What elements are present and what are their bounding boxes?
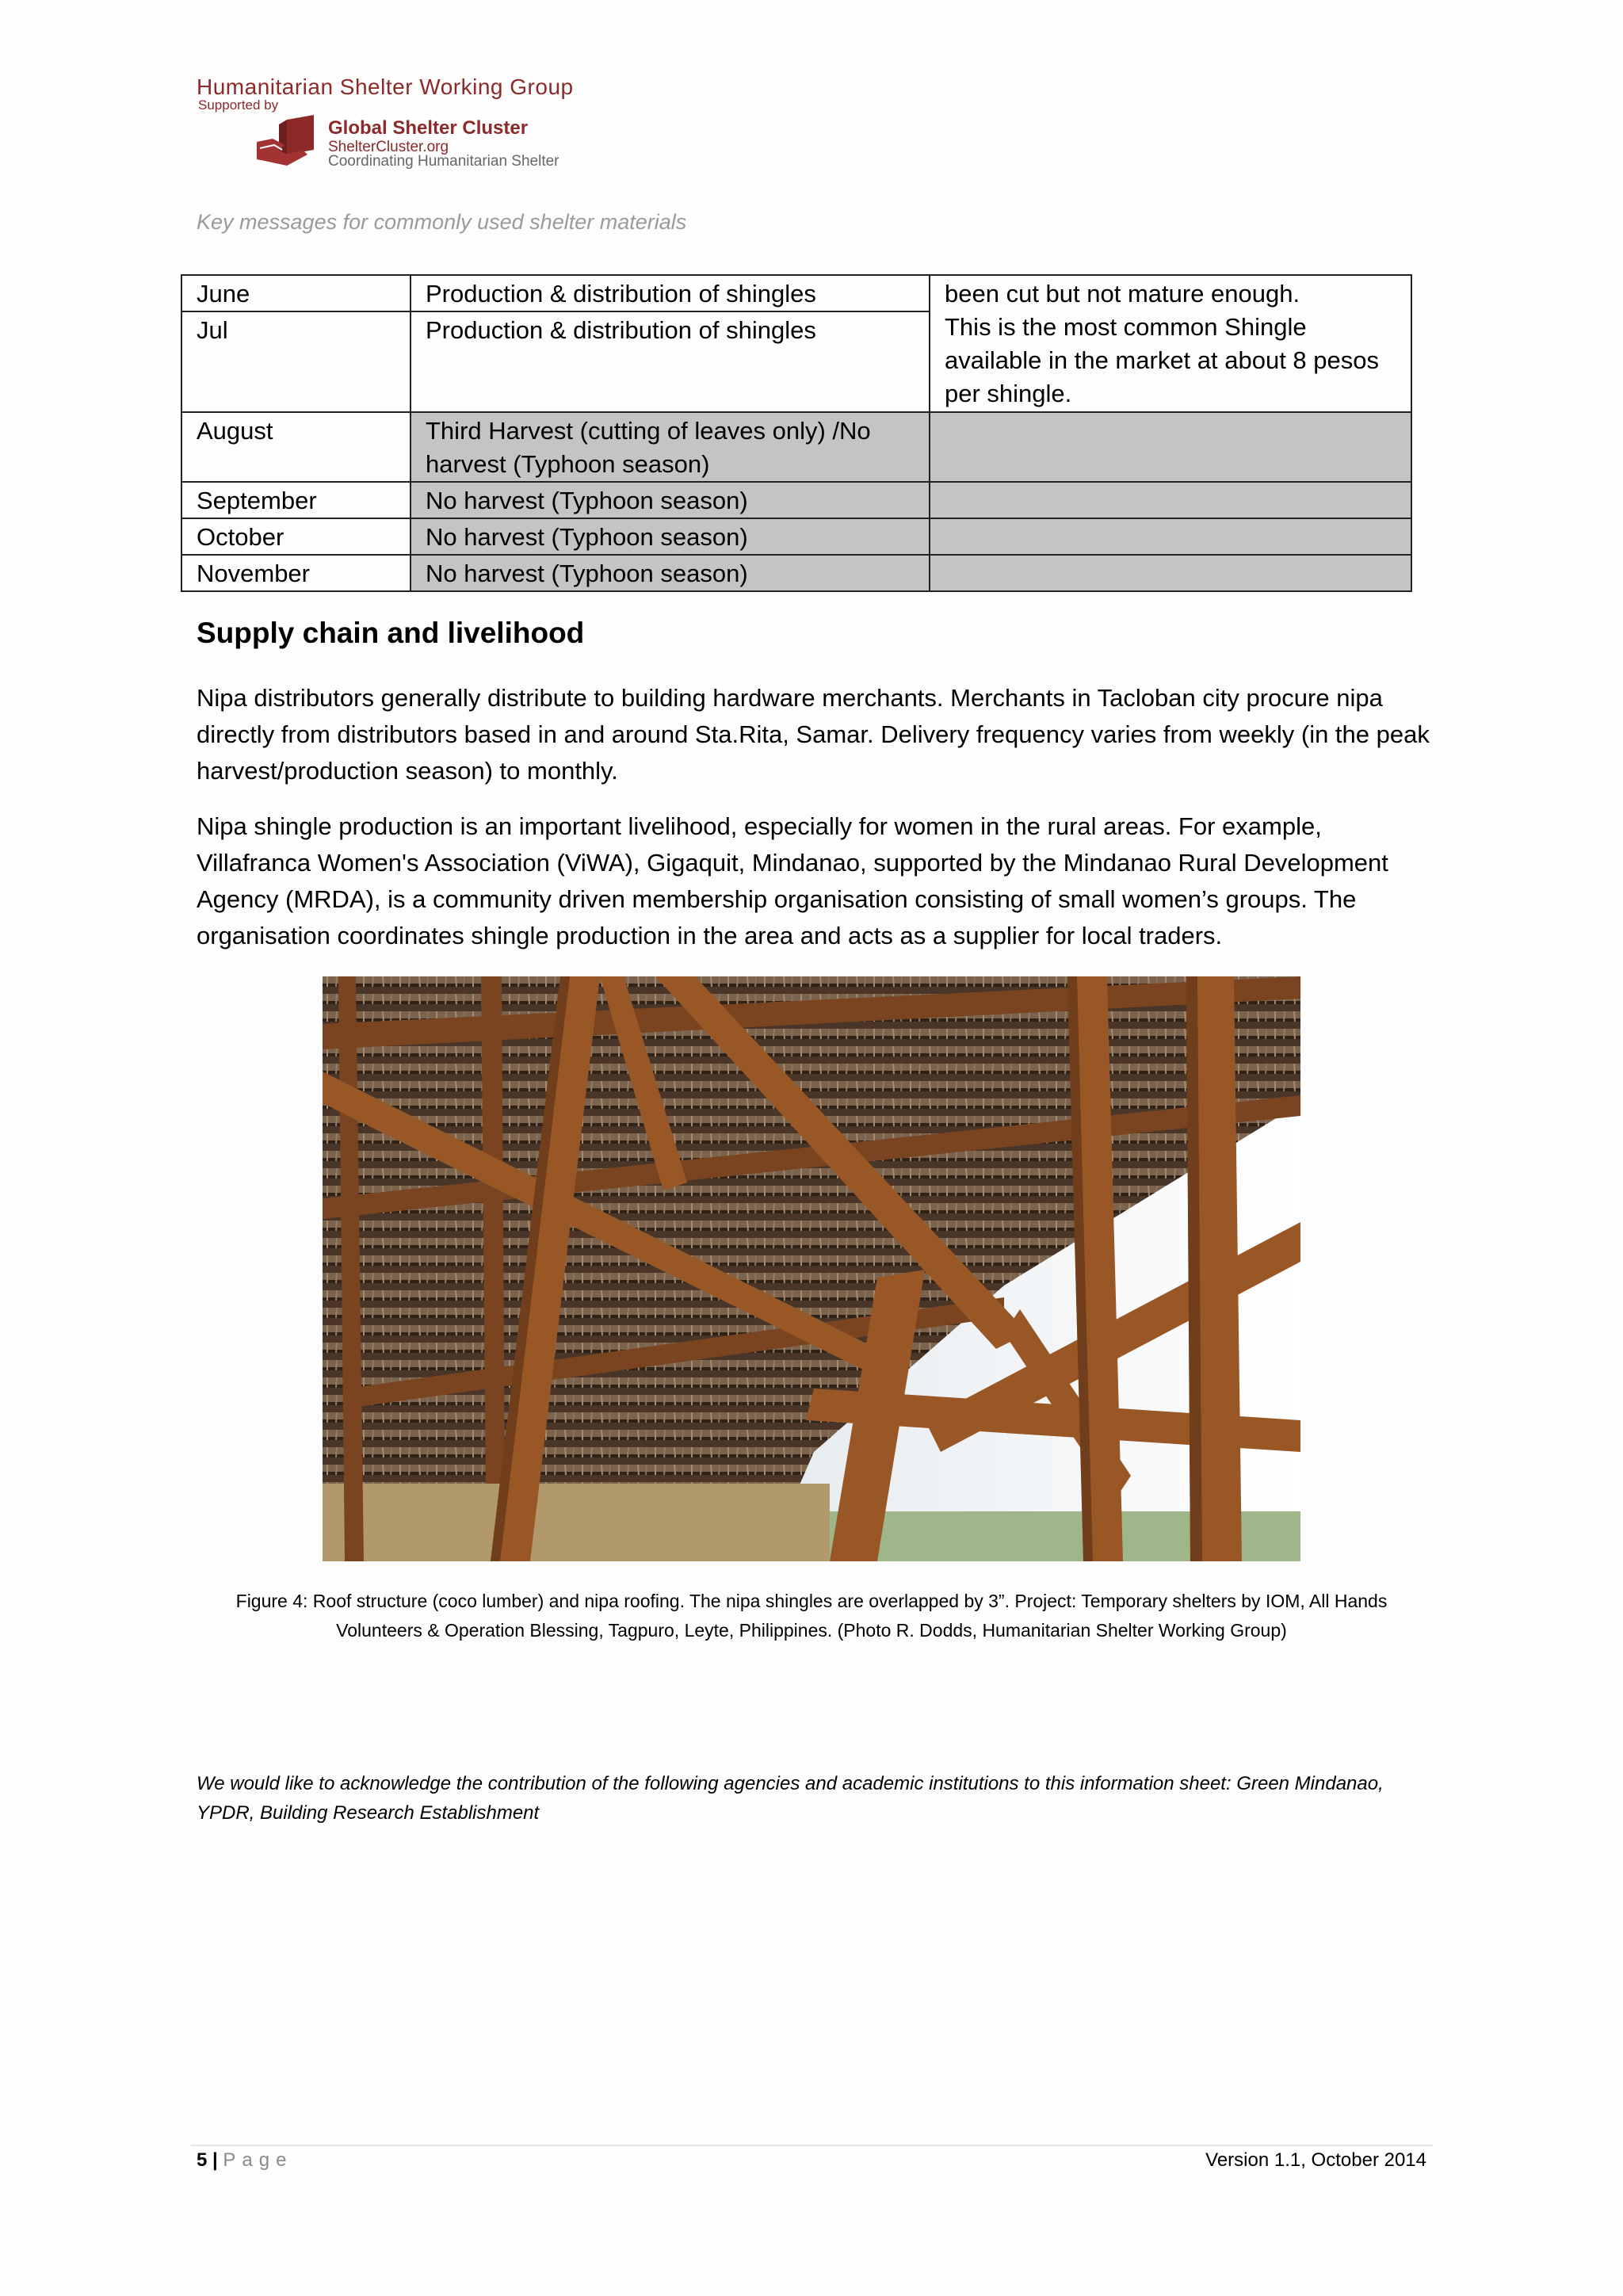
table-row: [181, 518, 1411, 555]
activity-cell: No harvest (Typhoon season): [411, 518, 930, 555]
activity-cell: No harvest (Typhoon season): [411, 482, 930, 518]
page-separator: |: [212, 2149, 218, 2171]
empty-cell: [930, 518, 1411, 555]
version-label: Version 1.1, October 2014: [1205, 2149, 1426, 2171]
empty-cell: [930, 412, 1411, 482]
section-heading: Supply chain and livelihood: [197, 617, 585, 649]
empty-cell: [930, 555, 1411, 591]
table-row: [181, 482, 1411, 518]
supported-by-label: Supported by: [198, 97, 279, 113]
logo-tagline: Coordinating Humanitarian Shelter: [328, 153, 559, 170]
acknowledgement: We would like to acknowledge the contribution of the following agencies and academic institutions to this information sheet: Green Mindanao, YPDR, Building Research Establishment: [197, 1773, 1384, 1824]
month-cell: November: [181, 555, 411, 591]
table-row: [181, 275, 1411, 311]
month-cell: August: [181, 412, 411, 482]
month-cell: Jul: [181, 311, 411, 412]
page-indicator: [197, 2149, 292, 2172]
harvest-schedule-table: [181, 274, 1412, 592]
note-line: been cut but not mature enough.: [945, 280, 1300, 308]
logo-url: ShelterCluster.org: [328, 139, 449, 155]
figure-caption: Figure 4: Roof structure (coco lumber) and nipa roofing. The nipa shingles are overlapped by 3”. Project: Temporary shelters by IOM, All Hands Volunteers & Operation Blessing, Tagpuro, Leyte, Philippines. (Photo R. Dodds, Humanitarian Shelter Working Group): [235, 1591, 1388, 1641]
org-name: Humanitarian Shelter Working Group: [197, 74, 574, 99]
page-number: 5: [197, 2149, 208, 2171]
paragraph-livelihood: Nipa shingle production is an important livelihood, especially for women in the rural areas. For example, Villafranca Women's Association (ViWA), Gigaquit, Mindanao, supported by the Mindanao Rural Development Agency (MRDA), is a community driven membership organisation consisting of small women’s groups. The organisation coordinates shingle production in the area and acts as a supplier for local traders.: [197, 812, 1388, 949]
paragraph-supply-chain: Nipa distributors generally distribute to building hardware merchants. Merchants in Tacloban city procure nipa directly from distributors based in and around Sta.Rita, Samar. Delivery frequency varies from weekly (in the peak harvest/production season) to monthly.: [197, 684, 1430, 785]
global-shelter-cluster-logo-icon: [255, 113, 322, 172]
note-cell: [930, 275, 1411, 412]
activity-cell: No harvest (Typhoon season): [411, 555, 930, 591]
roof-structure-photo: [323, 976, 1300, 1561]
table-row: [181, 555, 1411, 591]
document-subtitle: Key messages for commonly used shelter materials: [197, 210, 687, 234]
table-row: [181, 412, 1411, 482]
activity-cell: Production & distribution of shingles: [411, 275, 930, 311]
month-cell: June: [181, 275, 411, 311]
logo-name: Global Shelter Cluster: [328, 117, 529, 139]
activity-cell: Production & distribution of shingles: [411, 311, 930, 412]
footer-divider: [191, 2145, 1433, 2146]
month-cell: October: [181, 518, 411, 555]
activity-cell: Third Harvest (cutting of leaves only) /No harvest (Typhoon season): [411, 412, 930, 482]
note-line: This is the most common Shingle available in the market at about 8 pesos per shingle.: [945, 313, 1380, 407]
empty-cell: [930, 482, 1411, 518]
page-word: Page: [223, 2149, 293, 2171]
month-cell: September: [181, 482, 411, 518]
